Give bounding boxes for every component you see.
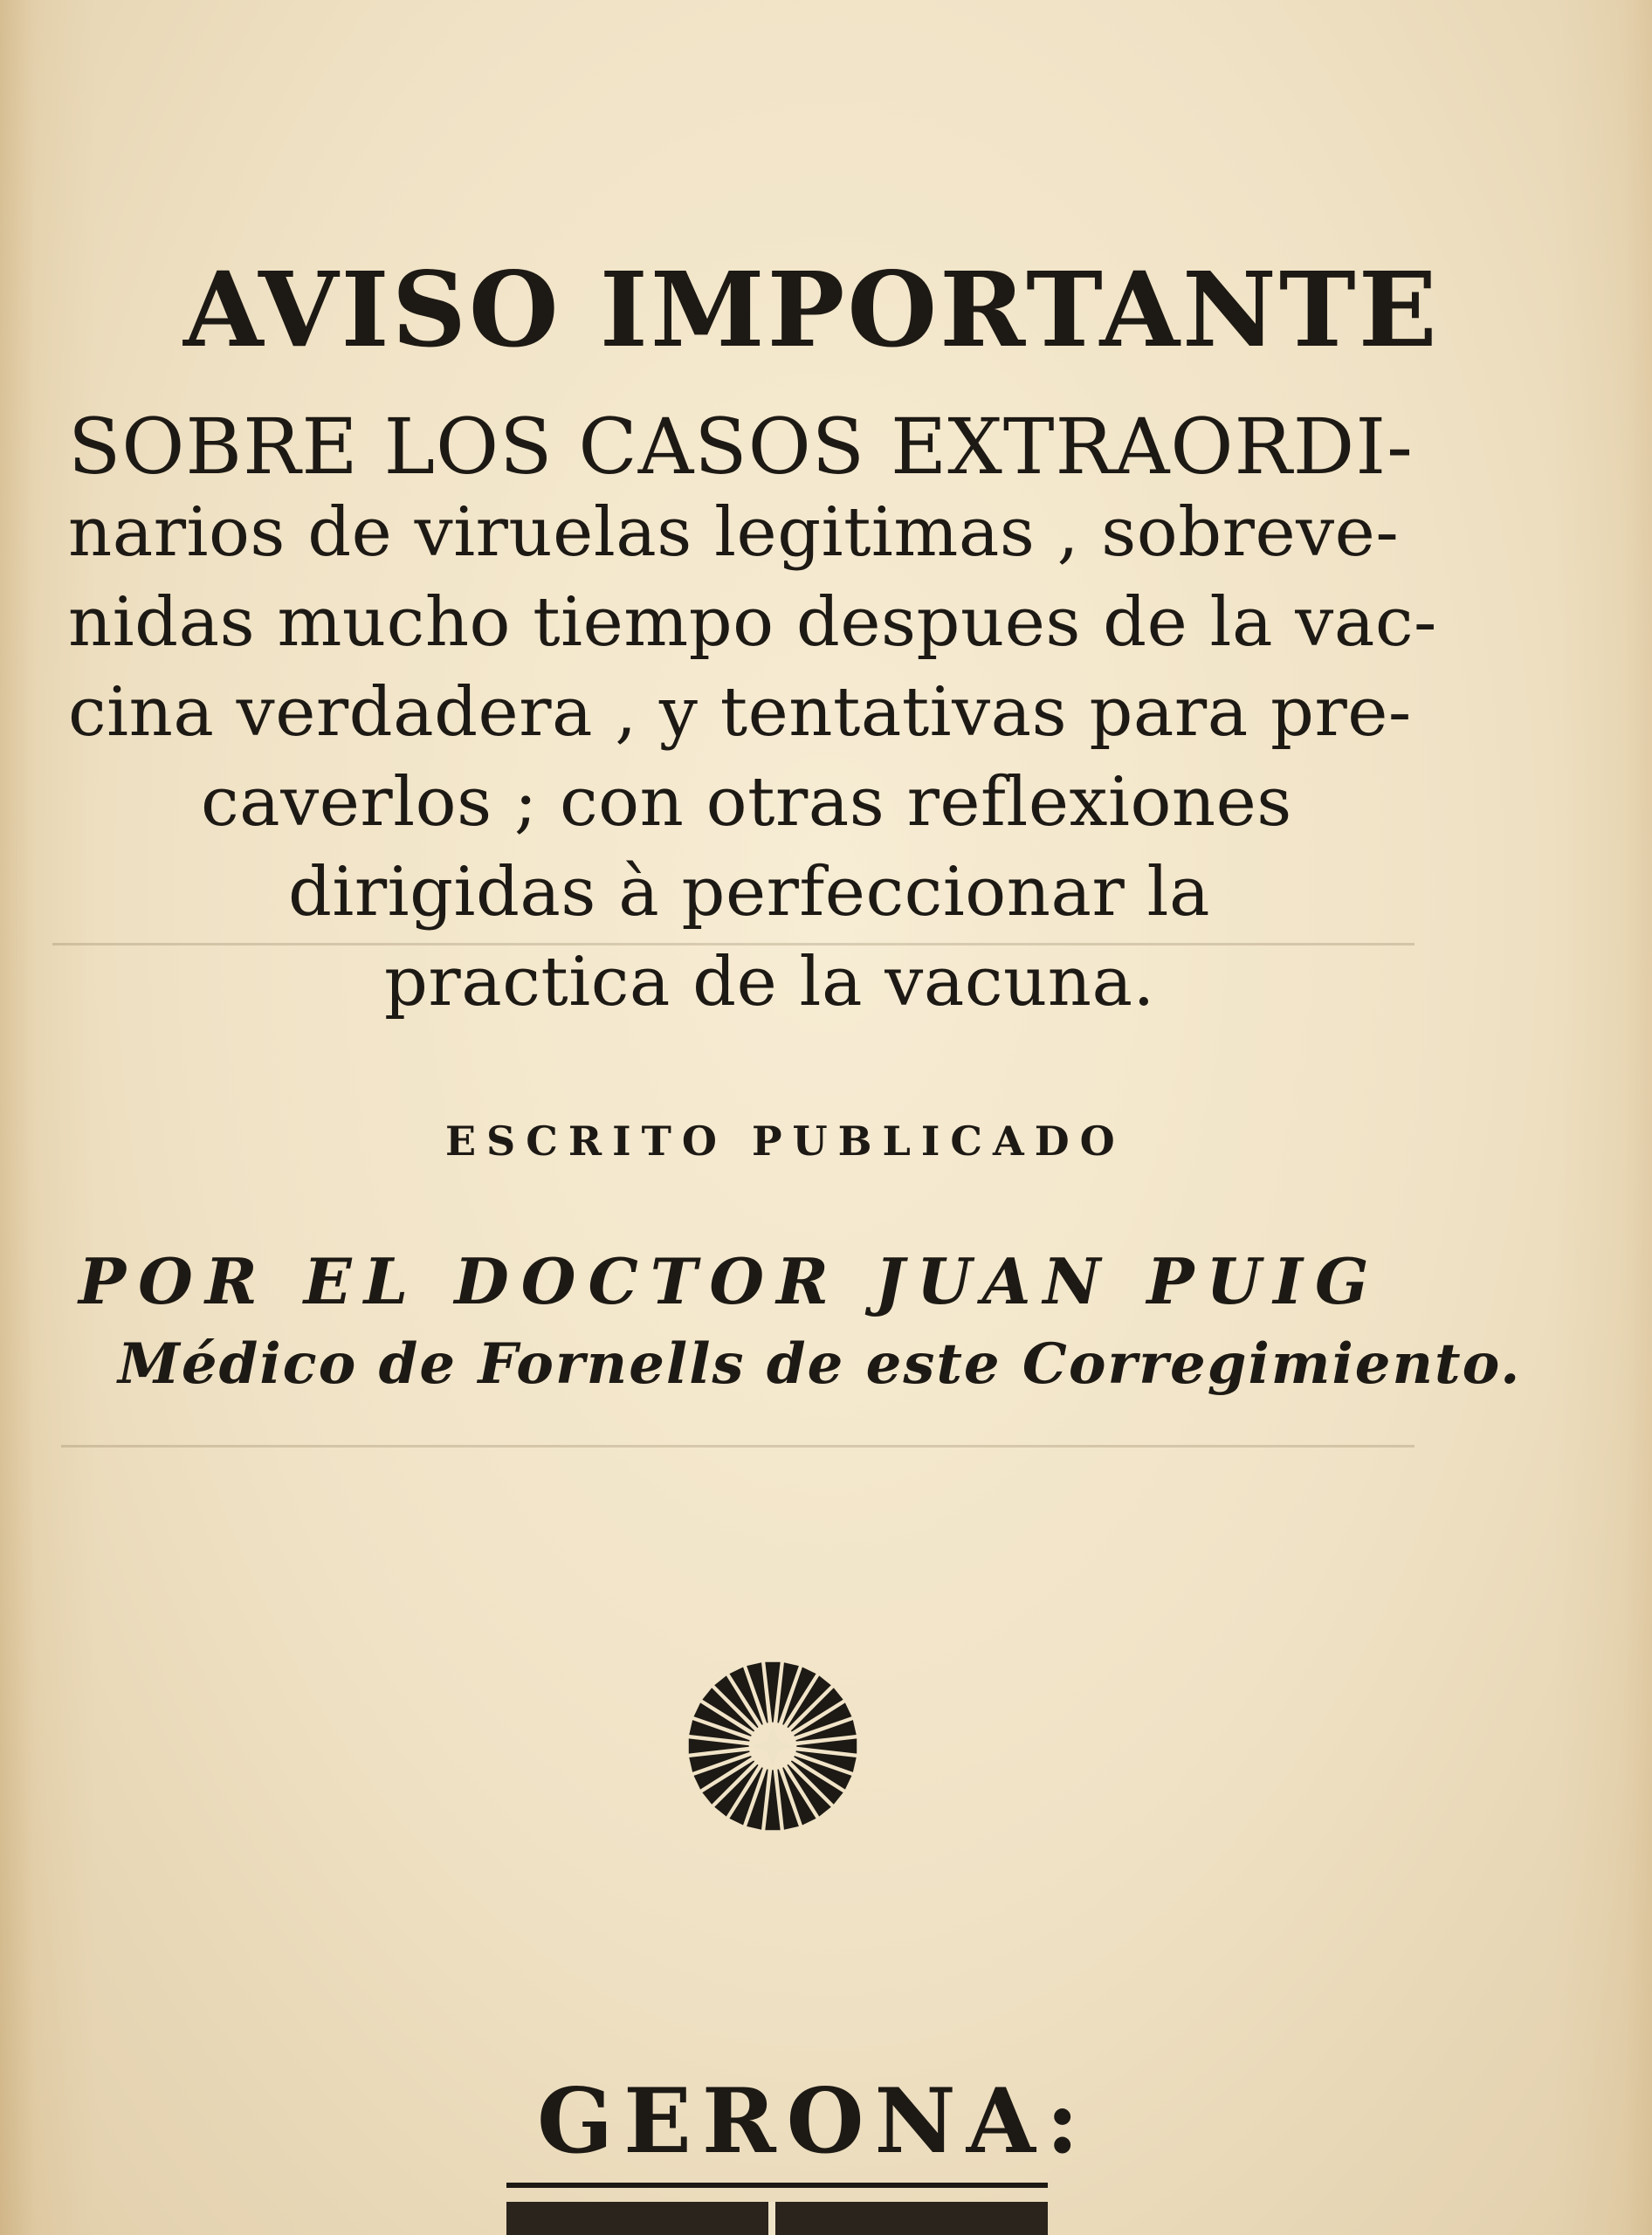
subtitle-line-5: caverlos ; con otras reflexiones: [201, 763, 1292, 842]
printer-ornament-icon: [681, 1654, 864, 1838]
author-line: POR EL DOCTOR JUAN PUIG: [79, 1244, 1381, 1318]
bleed-rule-bottom: [61, 1445, 1415, 1448]
subtitle-line-1: SOBRE LOS CASOS EXTRAORDI-: [68, 402, 1414, 492]
imprint-place: GERONA:: [537, 2069, 1090, 2174]
author-affiliation: Médico de Fornells de este Corregimiento.: [118, 1331, 1522, 1397]
subtitle-line-4: cina verdadera , y tentativas para pre-: [68, 673, 1412, 752]
subtitle-line-3: nidas mucho tiempo despues de la vac-: [68, 583, 1437, 662]
page-title: AVISO IMPORTANTE: [183, 249, 1440, 370]
subtitle-line-6: dirigidas à perfeccionar la: [288, 853, 1210, 932]
publication-note: ESCRITO PUBLICADO: [445, 1118, 1125, 1165]
subtitle-line-7: practica de la vacuna.: [384, 943, 1155, 1021]
subtitle-line-2: narios de viruelas legitimas , sobreve-: [68, 493, 1400, 572]
imprint-rule: [506, 2183, 1048, 2235]
